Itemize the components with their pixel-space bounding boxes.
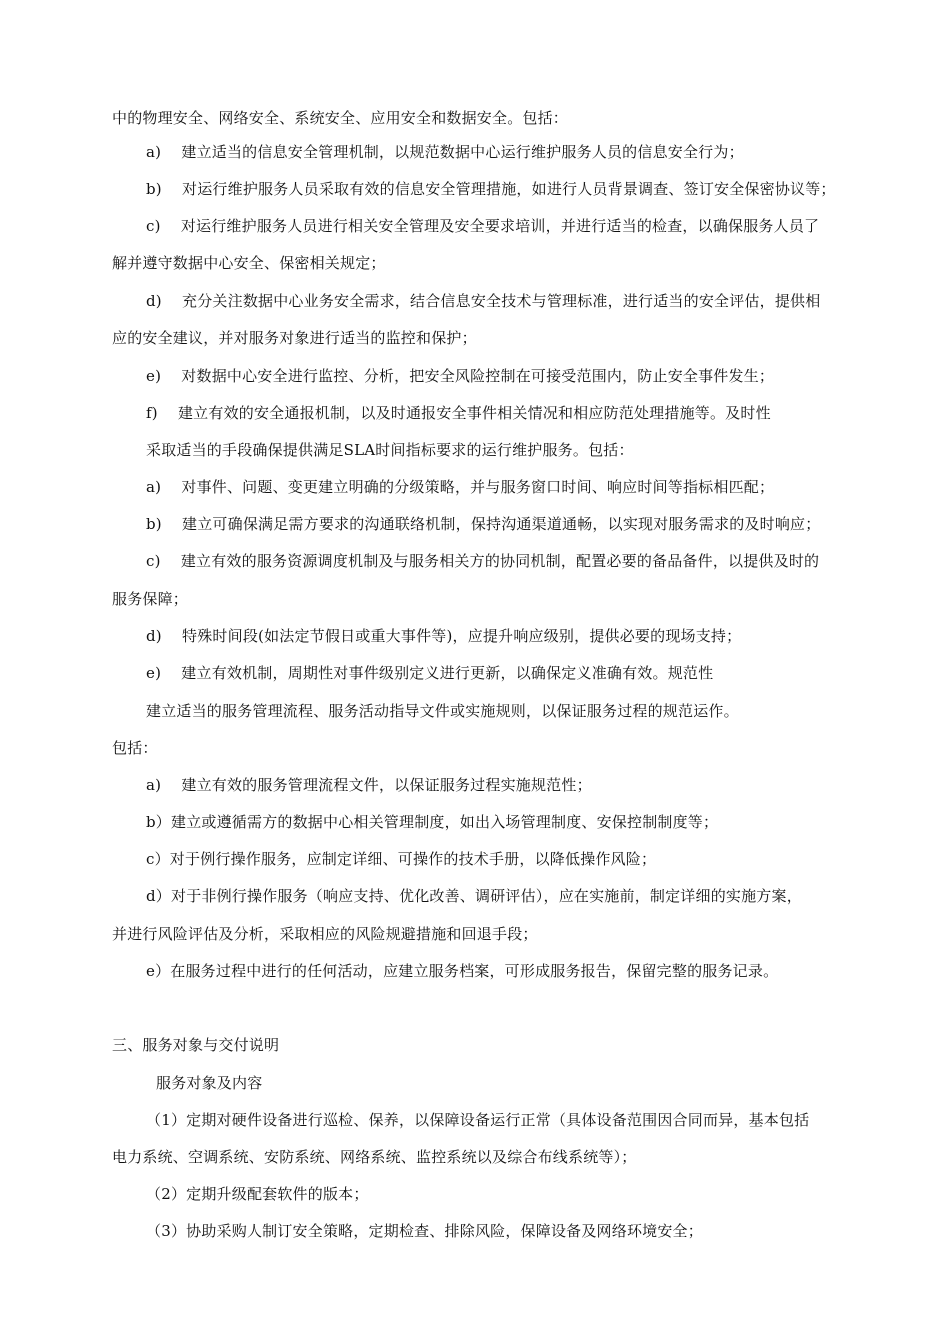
list-item: e）在服务过程中进行的任何活动，应建立服务档案，可形成服务报告，保留完整的服务记录。 [146,962,779,980]
list-item: c）对于例行操作服务，应制定详细、可操作的技术手册，以降低操作风险； [146,850,657,868]
list-item: f) 建立有效的安全通报机制，以及时通报安全事件相关情况和相应防范处理措施等。及时性 [146,404,771,422]
list-item: e) 建立有效机制，周期性对事件级别定义进行更新，以确保定义准确有效。规范性 [146,664,714,682]
list-item: b) 对运行维护服务人员采取有效的信息安全管理措施，如进行人员背景调查、签订安全保密协议等； [146,180,836,198]
list-item: c) 建立有效的服务资源调度机制及与服务相关方的协同机制，配置必要的备品备件，以提供及时的 [146,552,820,570]
list-item: a) 建立适当的信息安全管理机制，以规范数据中心运行维护服务人员的信息安全行为； [146,143,744,161]
list-item: a) 建立有效的服务管理流程文件，以保证服务过程实施规范性； [146,776,592,794]
list-item: （3）协助采购人制订安全策略，定期检查、排除风险，保障设备及网络环境安全； [146,1222,703,1240]
text-line: 服务保障； [112,590,189,608]
text-line: 包括： [112,739,158,757]
text-line: 电力系统、空调系统、安防系统、网络系统、监控系统以及综合布线系统等）； [112,1148,637,1166]
list-item: （1）定期对硬件设备进行巡检、保养，以保障设备运行正常（具体设备范围因合同而异，基本包括 [146,1111,810,1129]
text-line: 解并遵守数据中心安全、保密相关规定； [112,254,386,272]
text-line: 并进行风险评估及分析，采取相应的风险规避措施和回退手段； [112,925,538,943]
section-heading: 三、服务对象与交付说明 [112,1036,280,1054]
list-item: d) 特殊时间段(如法定节假日或重大事件等)，应提升响应级别，提供必要的现场支持； [146,627,742,645]
list-item: e) 对数据中心安全进行监控、分析，把安全风险控制在可接受范围内，防止安全事件发生； [146,367,775,385]
list-item: d）对于非例行操作服务（响应支持、优化改善、调研评估），应在实施前，制定详细的实施方案， [146,887,802,905]
text-line: 中的物理安全、网络安全、系统安全、应用安全和数据安全。包括： [112,109,569,127]
list-item: （2）定期升级配套软件的版本； [146,1185,369,1203]
list-item: b) 建立可确保满足需方要求的沟通联络机制，保持沟通渠道通畅，以实现对服务需求的及时响应； [146,515,821,533]
text-line: 应的安全建议，并对服务对象进行适当的监控和保护； [112,329,477,347]
list-item: c) 对运行维护服务人员进行相关安全管理及安全要求培训，并进行适当的检查，以确保服务人员了 [146,217,820,235]
paragraph-line: 建立适当的服务管理流程、服务活动指导文件或实施规则，以保证服务过程的规范运作。 [146,702,739,720]
list-item: d) 充分关注数据中心业务安全需求，结合信息安全技术与管理标准，进行适当的安全评估，提供相 [146,292,821,310]
paragraph-line: 采取适当的手段确保提供满足SLA时间指标要求的运行维护服务。包括： [146,441,634,459]
list-item: b）建立或遵循需方的数据中心相关管理制度，如出入场管理制度、安保控制制度等； [146,813,719,831]
list-item: a) 对事件、问题、变更建立明确的分级策略，并与服务窗口时间、响应时间等指标相匹配； [146,478,775,496]
subsection-heading: 服务对象及内容 [156,1074,263,1092]
